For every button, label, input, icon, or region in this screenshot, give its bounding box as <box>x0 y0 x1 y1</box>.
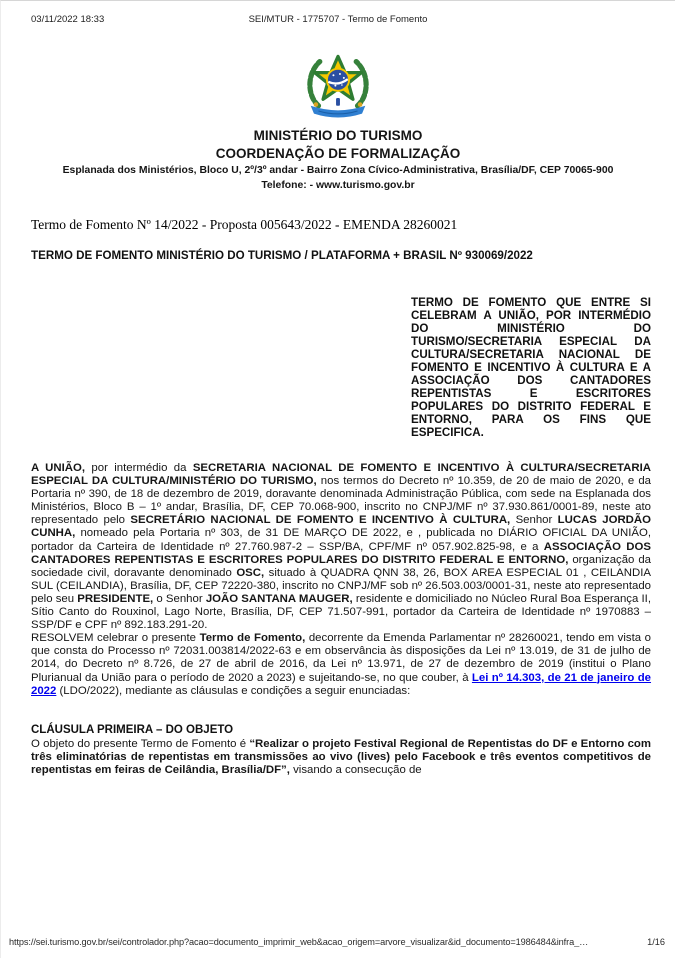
text-run: PRESIDENTE, <box>77 592 154 605</box>
document-title: TERMO DE FOMENTO MINISTÉRIO DO TURISMO / PLATAFORMA + BRASIL Nº 930069/2022 <box>31 249 533 262</box>
law-link[interactable]: Lei nº 14.303, de 21 de janeiro de 2022 <box>31 671 652 697</box>
text-run: residente e domiciliado no Núcleo Rural Boa Esperança II, Sítio Canto do Rouxinol, Lago Norte, Brasília, DF, CEP 71.507-991, portador da Carteira de Identidade nº 1970883 – SSP/DF e CPF nº 892.183.291-20. <box>31 592 651 632</box>
parties-paragraph <box>31 462 651 632</box>
brazil-coat-of-arms-icon <box>299 47 377 123</box>
text-run: “Realizar o projeto Festival Regional de Repentistas do DF e Entorno com três eliminatórias de repentistas em transmissões ao vivo (lives) pelo Facebook e três eventos competitivos de repentistas em feiras de Ceilândia, Brasília/DF”, <box>31 737 651 776</box>
text-run: visando a consecução de <box>289 763 422 776</box>
text-run: OSC, <box>236 566 265 579</box>
print-doc-id: SEI/MTUR - 1775707 - Termo de Fomento <box>248 14 428 25</box>
text-run: ASSOCIAÇÃO DOS CANTADORES REPENTISTAS E ESCRITORES POPULARES DO DISTRITO FEDERAL E ENTORNO, <box>31 540 651 566</box>
print-datetime: 03/11/2022 18:33 <box>31 14 105 25</box>
text-run: SECRETARIA NACIONAL DE FOMENTO E INCENTIVO À CULTURA/SECRETARIA ESPECIAL DA CULTURA/MINISTÉRIO DO TURISMO, <box>31 462 651 488</box>
text-run: A UNIÃO, <box>31 462 86 474</box>
text-run: JOÃO SANTANA MAUGER, <box>205 592 353 605</box>
footer-url: https://sei.turismo.gov.br/sei/controlador.php?acao=documento_imprimir_web&acao_origem=arvore_visualizar&id_documento=1986484&infra_… <box>9 937 589 947</box>
document-reference: Termo de Fomento Nº 14/2022 - Proposta 005643/2022 - EMENDA 28260021 <box>31 217 458 232</box>
text-run: RESOLVEM celebrar o presente <box>31 632 200 645</box>
text-run: por intermédio da <box>85 462 193 474</box>
text-run: (LDO/2022), mediante as cláusulas e condições a seguir enunciadas: <box>56 684 411 697</box>
print-footer <box>9 937 665 947</box>
text-run: nos termos do Decreto nº 10.359, de 20 de maio de 2020, e da Portaria nº 390, de 18 de dezembro de 2019, doravante denominada Administração Pública, com sede na Esplanada dos Ministérios, Bloco B – 1º andar, Brasília, DF, CEP 70.068-900, inscrito no CNPJ/MF nº 37.930.861/0001-89, neste ato representado pelo <box>31 475 652 527</box>
print-header <box>1 14 675 28</box>
text-run: o Senhor <box>153 592 206 605</box>
footer-page-number: 1/16 <box>647 937 665 947</box>
text-run: nomeado pela Portaria nº 303, de 31 DE MARÇO DE 2022, e , publicada no DIÁRIO OFICIAL DA UNIÃO, portador da Carteira de Identidade nº 27.760.987-2 – SSP/BA, CPF/MF nº 057.902.825-98, e a <box>31 527 651 553</box>
text-run: situado à QUADRA QNN 38, 26, BOX AREA ESPECIAL 01 , CEILANDIA SUL (CEILANDIA), Brasília, DF, CEP 72220-380, inscrito no CNPJ/MF sob nº 26.503.003/0001-31, neste ato representado pelo seu <box>31 566 651 605</box>
letterhead <box>1 47 675 193</box>
text-run: Termo de Fomento, <box>199 632 306 645</box>
epigraph: TERMO DE FOMENTO QUE ENTRE SI CELEBRAM A UNIÃO, POR INTERMÉDIO DO MINISTÉRIO DO TURISMO/SECRETARIA ESPECIAL DA CULTURA/SECRETARIA NACIONAL DE FOMENTO E INCENTIVO À CULTURA E A ASSOCIAÇÃO DOS CANTADORES REPENTISTAS E ESCRITORES POPULARES DO DISTRITO FEDERAL E ENTORNO, PARA OS FINS QUE ESPECIFICA. <box>411 296 651 439</box>
clause-1-heading: CLÁUSULA PRIMEIRA – DO OBJETO <box>31 723 234 736</box>
department-name: COORDENAÇÃO DE FORMALIZAÇÃO <box>215 146 461 161</box>
text-run: O objeto do presente Termo de Fomento é <box>31 737 250 750</box>
text-run: LUCAS JORDÃO CUNHA, <box>31 514 651 540</box>
document-content <box>31 217 651 777</box>
letterhead-phone: Telefone: - www.turismo.gov.br <box>261 180 415 191</box>
text-run: Senhor <box>510 514 558 527</box>
text-run: organização da sociedade civil, doravante denominado <box>31 553 652 579</box>
resolve-paragraph <box>31 632 651 697</box>
letterhead-address: Esplanada dos Ministérios, Bloco U, 2º/3º andar - Bairro Zona Cívico-Administrativa, Brasília/DF, CEP 70065-900 <box>62 165 614 176</box>
ministry-name: MINISTÉRIO DO TURISMO <box>253 128 423 143</box>
text-run: SECRETÁRIO NACIONAL DE FOMENTO E INCENTIVO À CULTURA, <box>130 514 511 527</box>
text-run: decorrente da Emenda Parlamentar nº 28260021, tendo em vista o que consta do Processo nº 72031.003814/2022-63 e em observância às disposições da Lei nº 13.019, de 31 de julho de 2014, do Decreto nº 8.726, de 27 de abril de 2016, da Lei nº 13.971, de 27 de dezembro de 2019 (institui o Plano Plurianual da União para o período de 2020 a 2023) e sujeitando-se, no que couber, à <box>31 632 652 684</box>
clause-1-body <box>31 738 651 777</box>
